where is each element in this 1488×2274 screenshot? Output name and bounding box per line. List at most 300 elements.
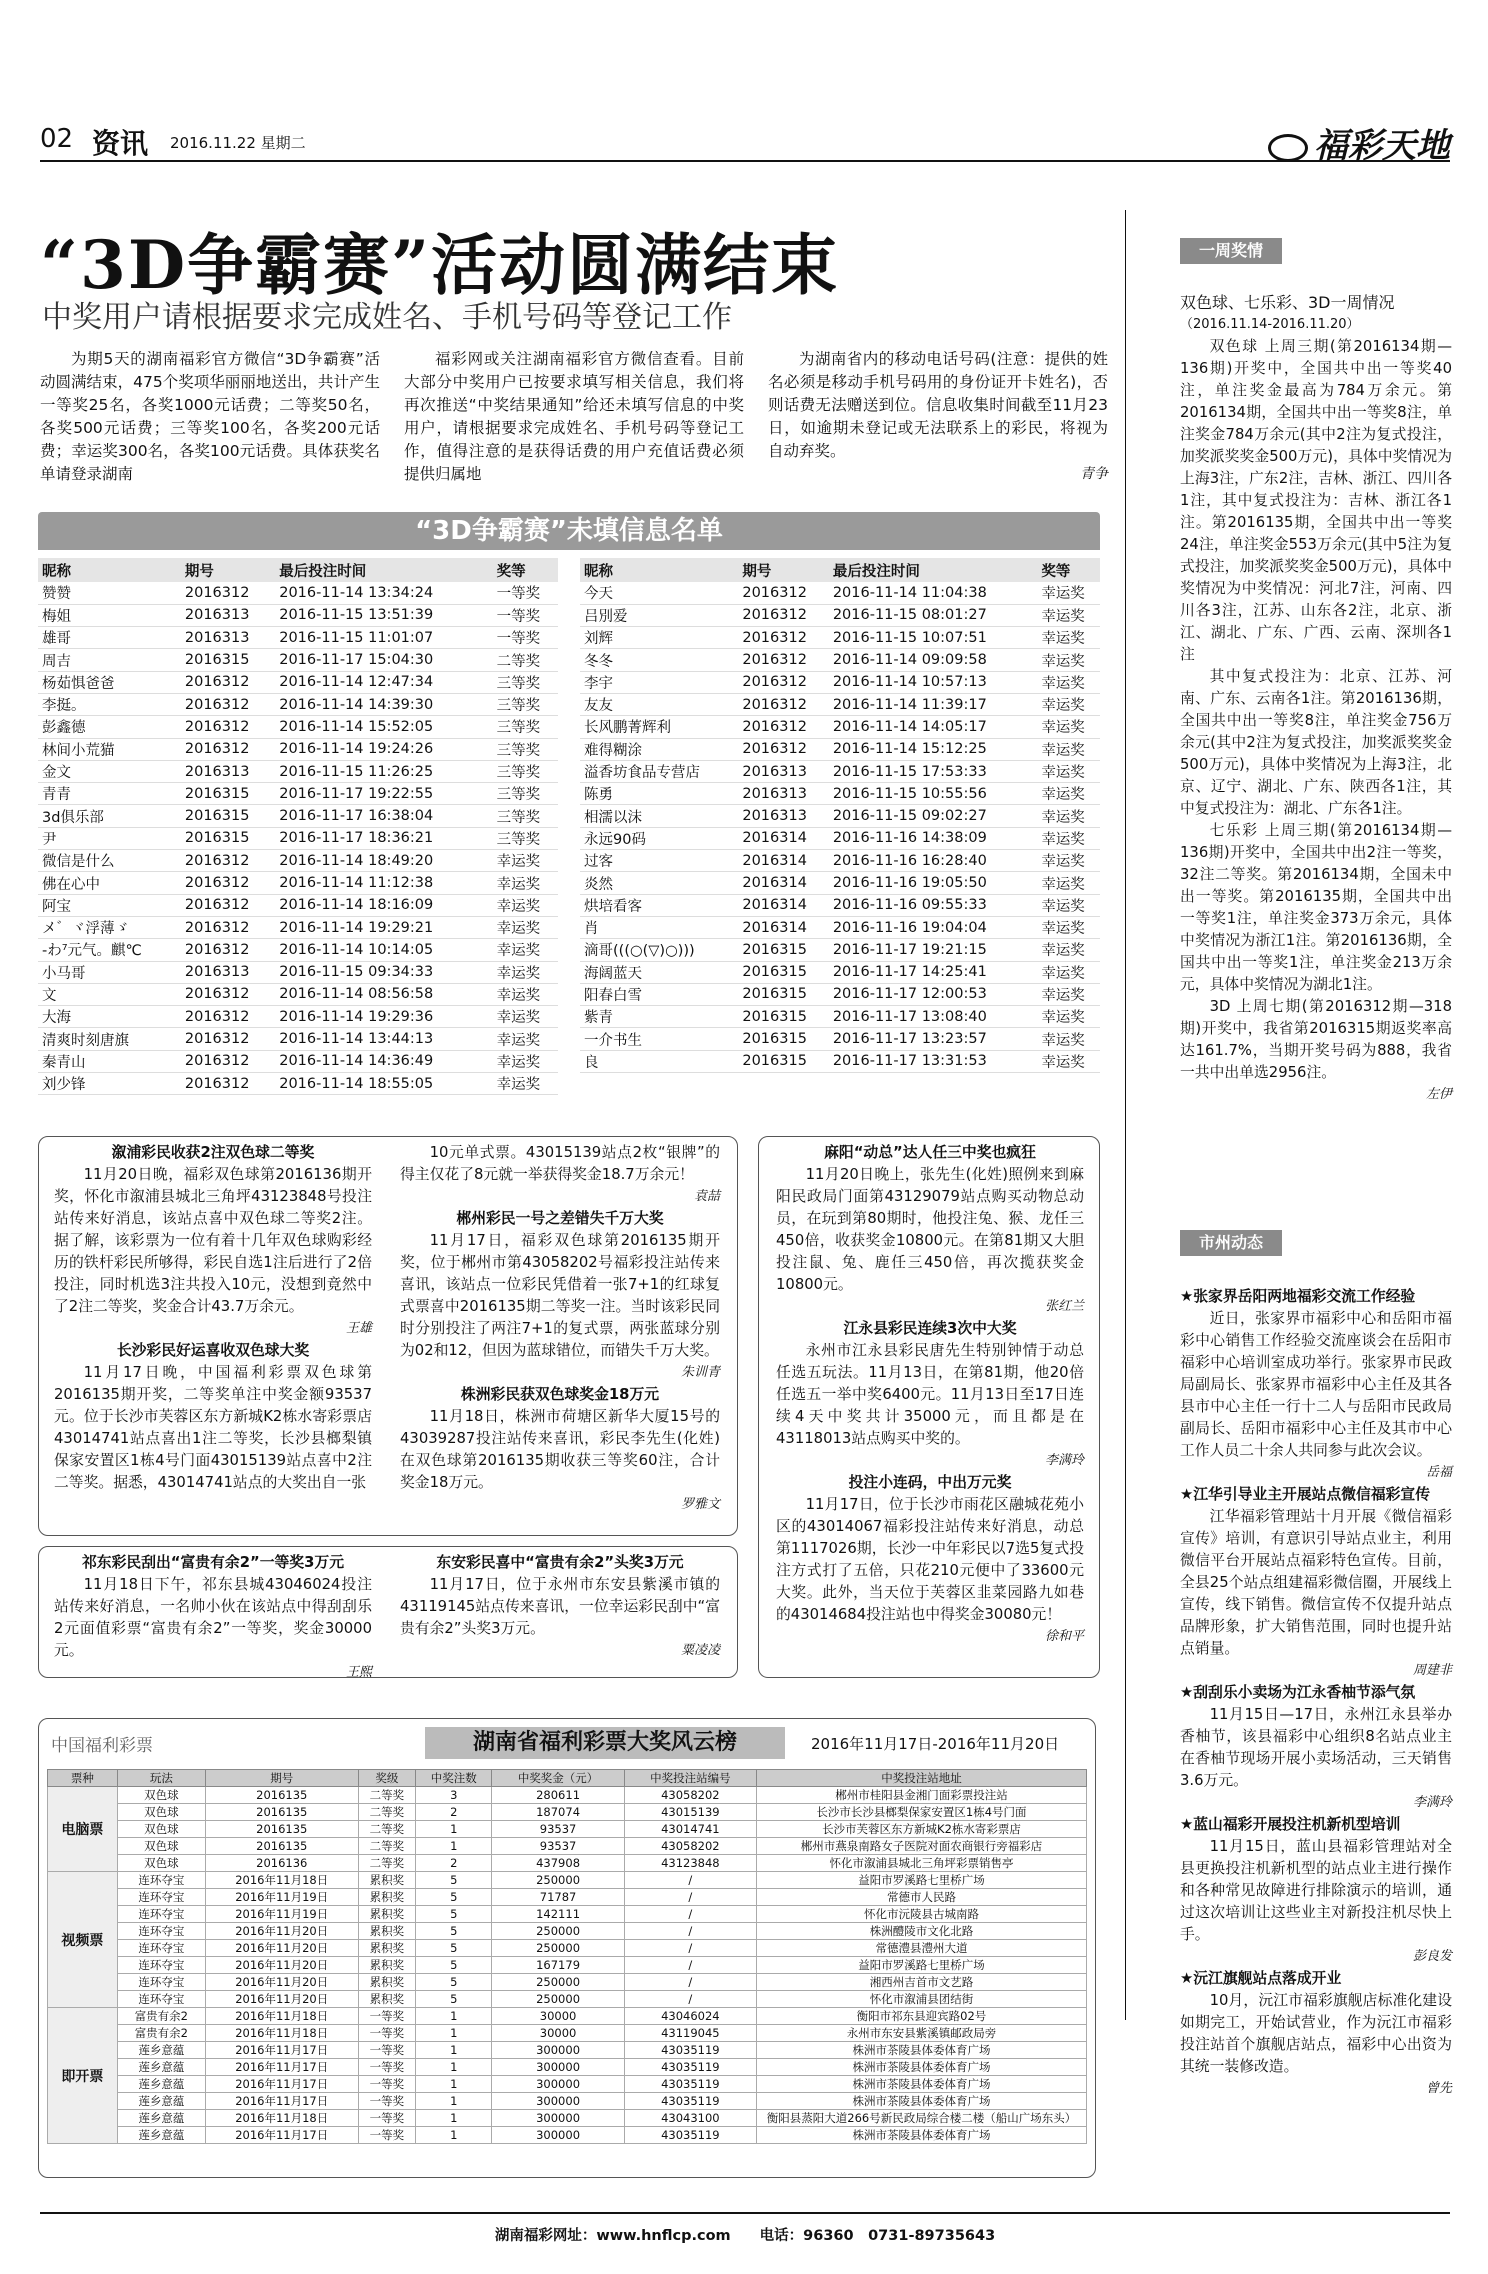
table-row: [38, 1028, 558, 1050]
board-cell: 43123848: [624, 1855, 756, 1872]
table-cell: 三等奖: [493, 805, 558, 827]
board-cell: 2016年11月19日: [205, 1906, 358, 1923]
article-headline: 长沙彩民好运喜收双色球大奖: [116, 1342, 310, 1359]
board-cell: 2016年11月17日: [205, 2076, 358, 2093]
logo-mark-icon: [1268, 134, 1308, 162]
table-cell: 2016315: [181, 805, 275, 827]
board-header-cell: 票种: [48, 1770, 118, 1787]
table-cell: 2016-11-14 08:56:58: [275, 983, 492, 1005]
board-cell: 连环夺宝: [117, 1991, 205, 2008]
board-cell: 益阳市罗溪路七里桥广场: [757, 1872, 1087, 1889]
table-cell: 幸运奖: [1037, 850, 1100, 872]
board-cell: 一等奖: [358, 2042, 416, 2059]
table-cell: 冬冬: [580, 649, 738, 671]
table-cell: 2016-11-17 12:00:53: [829, 983, 1037, 1005]
board-cell: 2016年11月20日: [205, 1991, 358, 2008]
table-cell: 2016312: [738, 627, 828, 649]
table-row: [38, 961, 558, 983]
board-cell: 长沙市芙蓉区东方新城K2栋水寄彩票店: [757, 1821, 1087, 1838]
table-cell: 2016312: [181, 850, 275, 872]
board-cell: 43043100: [624, 2110, 756, 2127]
board-cell: 郴州市燕泉南路女子医院对面农商银行旁福彩店: [757, 1838, 1087, 1855]
news-left-col2: [400, 1142, 720, 1516]
board-row: [48, 1906, 1087, 1923]
table-cell: 2016312: [181, 738, 275, 760]
table-cell: 2016312: [181, 1006, 275, 1028]
unfilled-list-title: “3D争霸赛”未填信息名单: [38, 512, 1100, 550]
table-cell: 周吉: [38, 649, 181, 671]
headline: “3D争霸赛”活动圆满结束: [40, 226, 840, 304]
board-cell: 双色球: [117, 1821, 205, 1838]
table-cell: 海阔蓝天: [580, 961, 738, 983]
table-cell: 幸运奖: [493, 916, 558, 938]
table-cell: 幸运奖: [493, 961, 558, 983]
board-cell: 5: [416, 1906, 492, 1923]
article-body: 11月20日晚，福彩双色球第2016136期开奖，怀化市溆浦县城北三角坪43123848号投注站传来好消息，该站点喜中双色球二等奖2注。据了解，该彩票为一位有着十几年双色球购彩经历的铁杆彩民所够得，彩民自选1注后进行了2倍投注，同时机选3注共投入10元，没想到竟然中了2注二等奖，奖金合计43.7万余元。: [54, 1166, 372, 1315]
board-row: [48, 1838, 1087, 1855]
board-cell: 437908: [492, 1855, 624, 1872]
table-row: [38, 827, 558, 849]
table-cell: 幸运奖: [1037, 983, 1100, 1005]
board-cell: 累积奖: [358, 1940, 416, 1957]
board-cell: 300000: [492, 2042, 624, 2059]
table-cell: 2016313: [738, 805, 828, 827]
city-author: 曾先: [1425, 2081, 1452, 2096]
table-cell: 滴哥(((○(▽)○))): [580, 939, 738, 961]
table-cell: 2016-11-16 19:05:50: [829, 872, 1037, 894]
board-header-cell: 期号: [205, 1770, 358, 1787]
table-cell: 2016315: [738, 1050, 828, 1072]
article-body: 10元单式票。43015139站点2枚“银牌”的得主仅花了8元就一举获得奖金18.7万余元！: [400, 1144, 720, 1183]
table-row: [580, 716, 1100, 738]
table-cell: 幸运奖: [493, 1050, 558, 1072]
table-cell: 2016312: [738, 649, 828, 671]
board-row: [48, 2127, 1087, 2144]
board-table: [47, 1769, 1087, 2144]
table-row: [580, 760, 1100, 782]
board-cell: 双色球: [117, 1804, 205, 1821]
board-row: [48, 2093, 1087, 2110]
table-cell: 2016-11-14 15:52:05: [275, 716, 492, 738]
table-cell: 2016-11-14 15:12:25: [829, 738, 1037, 760]
table-cell: 2016312: [738, 716, 828, 738]
board-cell: 5: [416, 1923, 492, 1940]
article-body: 11月17日，福彩双色球第2016135期开奖，位于郴州市第43058202号福彩投注站传来喜讯，该站点一位彩民凭借着一张7+1的红球复式票喜中2016135期二等奖一注。当时该彩民同时分别投注了两注7+1的复式票，两张蓝球分别为02和12，但因为蓝球错位，而错失千万大奖。: [400, 1232, 720, 1359]
table-cell: 幸运奖: [1037, 1028, 1100, 1050]
column-divider: [1125, 210, 1126, 2020]
table-cell: 三等奖: [493, 716, 558, 738]
unfilled-list: [38, 512, 1100, 1102]
table-cell: 2016-11-17 15:04:30: [275, 649, 492, 671]
table-cell: 2016-11-14 13:44:13: [275, 1028, 492, 1050]
table-row: [580, 738, 1100, 760]
board-cell: 累积奖: [358, 1889, 416, 1906]
table-cell: 2016312: [181, 1073, 275, 1095]
table-cell: 幸运奖: [493, 983, 558, 1005]
board-row: [48, 1889, 1087, 1906]
board-cell: /: [624, 1872, 756, 1889]
table-cell: 雄哥: [38, 627, 181, 649]
table-cell: 2016-11-14 19:29:21: [275, 916, 492, 938]
board-cell: 怀化市溆浦县城北三角坪彩票销售亭: [757, 1855, 1087, 1872]
board-cell: 莲乡意蕴: [117, 2110, 205, 2127]
board-cell: 1: [416, 2059, 492, 2076]
table-cell: 幸运奖: [493, 1073, 558, 1095]
board-cell: 3: [416, 1787, 492, 1804]
board-cell: 300000: [492, 2076, 624, 2093]
table-cell: 三等奖: [493, 827, 558, 849]
city-headline: ★张家界岳阳两地福彩交流工作经验: [1180, 1288, 1416, 1305]
table-cell: 金文: [38, 760, 181, 782]
table-cell: 2016-11-14 11:04:38: [829, 582, 1037, 604]
board-cell: 2016年11月18日: [205, 2025, 358, 2042]
board-cell: 2016年11月20日: [205, 1923, 358, 1940]
board-category: 电脑票: [48, 1787, 118, 1872]
table-cell: 2016-11-15 17:53:33: [829, 760, 1037, 782]
table-cell: 幸运奖: [1037, 827, 1100, 849]
table-row: [580, 604, 1100, 626]
table-cell: 2016-11-15 09:02:27: [829, 805, 1037, 827]
table-cell: 2016-11-14 10:57:13: [829, 671, 1037, 693]
table-cell: 清爽时刻唐旗: [38, 1028, 181, 1050]
board-cell: 长沙市长沙县榔梨保家安置区1栋4号门面: [757, 1804, 1087, 1821]
table-cell: 2016-11-16 09:55:33: [829, 894, 1037, 916]
city-headline: ★江华引导业主开展站点微信福彩宣传: [1180, 1486, 1431, 1503]
table-header: 最后投注时间: [275, 558, 492, 582]
article-author: 袁喆: [693, 1189, 720, 1204]
city-author: 彭良发: [1412, 1949, 1452, 1964]
table-row: [580, 827, 1100, 849]
table-cell: 秦青山: [38, 1050, 181, 1072]
table-cell: 2016-11-14 10:14:05: [275, 939, 492, 961]
board-header-cell: 中奖奖金（元）: [492, 1770, 624, 1787]
table-cell: 3d俱乐部: [38, 805, 181, 827]
table-cell: 一等奖: [493, 604, 558, 626]
board-cell: 双色球: [117, 1787, 205, 1804]
board-row: [48, 1940, 1087, 1957]
board-cell: 二等奖: [358, 1855, 416, 1872]
weekly-range: （2016.11.14-2016.11.20）: [1180, 317, 1360, 332]
board-cell: 280611: [492, 1787, 624, 1804]
table-cell: 幸运奖: [1037, 1006, 1100, 1028]
table-row: [38, 649, 558, 671]
board-cell: 一等奖: [358, 2127, 416, 2144]
board-cell: 连环夺宝: [117, 1889, 205, 1906]
weekly-head: 双色球、七乐彩、3D一周情况: [1180, 293, 1395, 312]
board-cell: 衡阳县蒸阳大道266号新民政局综合楼二楼（船山广场东头）: [757, 2110, 1087, 2127]
table-cell: 2016-11-17 19:22:55: [275, 783, 492, 805]
table-cell: 2016-11-15 10:55:56: [829, 783, 1037, 805]
board-cell: 株洲醴陵市文化北路: [757, 1923, 1087, 1940]
board-cell: 2016135: [205, 1804, 358, 1821]
board-cell: 43014741: [624, 1821, 756, 1838]
board-cell: 250000: [492, 1974, 624, 1991]
city-author: 李满玲: [1412, 1795, 1452, 1810]
board-cell: 累积奖: [358, 1923, 416, 1940]
article-headline: 东安彩民喜中“富贵有余2”头奖3万元: [436, 1554, 684, 1571]
table-cell: 2016313: [181, 627, 275, 649]
table-row: [38, 939, 558, 961]
page-number: 02: [40, 124, 74, 154]
board-category: 即开票: [48, 2008, 118, 2144]
board-cell: 累积奖: [358, 1872, 416, 1889]
table-cell: メ゛ヾ浮薄ゞ: [38, 916, 181, 938]
table-row: [580, 983, 1100, 1005]
table-cell: 幸运奖: [1037, 627, 1100, 649]
table-cell: 2016-11-15 13:51:39: [275, 604, 492, 626]
table-cell: 幸运奖: [1037, 671, 1100, 693]
city-section-title: 市州动态: [1180, 1230, 1282, 1256]
table-cell: 幸运奖: [1037, 693, 1100, 715]
table-cell: 长风鹏菁辉利: [580, 716, 738, 738]
city-body: 近日，张家界市福彩中心和岳阳市福彩中心销售工作经验交流座谈会在岳阳市福彩中心培训室成功举行。张家界市民政局副局长、张家界市福彩中心主任及其各县市中心主任一行十二人与岳阳市民政局副局长、岳阳市福彩中心主任及其市中心工作人员二十余人共同参与此次会议。: [1180, 1310, 1452, 1459]
table-cell: 幸运奖: [493, 939, 558, 961]
weekly-paragraph: 双色球 上周三期(第2016134期—136期)开奖中，全国共中出一等奖40注，单注奖金最高为784万余元。第2016134期，全国共中出一等奖8注，单注奖金784万余元(其中2注为复式投注，加奖派奖奖金500万元)，具体中奖情况为上海3注，广东2注，吉林、浙江、四川各1注，其中复式投注为：吉林、浙江各1注。第2016135期，全国共中出一等奖24注，单注奖金553万余元(其中5注为复式投注，加奖派奖奖金500万元)，具体中奖情况为中奖情况：河北7注，河南、四川各3注，江苏、山东各2注，北京、浙江、湖北、广东、广西、云南、深圳各1注: [1180, 338, 1452, 663]
table-cell: 杨茹惧爸爸: [38, 671, 181, 693]
table-cell: 2016314: [738, 916, 828, 938]
table-row: [38, 582, 558, 604]
table-cell: 紫青: [580, 1006, 738, 1028]
board-row: [48, 1787, 1087, 1804]
table-cell: 三等奖: [493, 693, 558, 715]
winners-board: [38, 1718, 1096, 2178]
board-cell: 怀化市溆浦县团结街: [757, 1991, 1087, 2008]
board-header-cell: 奖级: [358, 1770, 416, 1787]
board-cell: 株洲市茶陵县体委体育广场: [757, 2042, 1087, 2059]
table-row: [38, 1006, 558, 1028]
table-cell: 2016312: [181, 1050, 275, 1072]
table-cell: 2016313: [181, 604, 275, 626]
board-cell: 250000: [492, 1940, 624, 1957]
table-row: [38, 760, 558, 782]
article-body: 11月17日晚，中国福利彩票双色球第2016135期开奖，二等奖单注中奖金额93537元。位于长沙市芙蓉区东方新城K2栋水寄彩票店43014741站点喜出1注二等奖，长沙县榔梨镇保家安置区1栋4号门面43015139站点喜中2注二等奖。据悉，43014741站点的大奖出自一张: [54, 1364, 372, 1491]
table-row: [38, 850, 558, 872]
board-row: [48, 1974, 1087, 1991]
weekly-paragraph: 七乐彩 上周三期(第2016134期—136期)开奖中，全国共中出2注一等奖，32注二等奖。第2016134期，全国未中出一等奖。第2016135期，全国共中出一等奖1注，单注奖金373万余元，具体中奖情况为浙江1注。第2016136期，全国共中出一等奖1注，单注奖金213万余元，具体中奖情况为湖北1注。: [1180, 822, 1452, 993]
board-cell: 2016年11月17日: [205, 2127, 358, 2144]
board-row: [48, 1991, 1087, 2008]
board-row: [48, 2076, 1087, 2093]
board-cell: 1: [416, 2093, 492, 2110]
board-cell: 连环夺宝: [117, 1957, 205, 1974]
table-cell: 幸运奖: [1037, 760, 1100, 782]
article-body: 永州市江永县彩民唐先生特别钟情于动总任选五玩法。11月13日，在第81期，他20倍任选五一举中奖6400元。11月13日至17日连续4天中奖共计35000元，而且都是在43118013站点购买中奖的。: [776, 1342, 1084, 1447]
board-cell: 莲乡意蕴: [117, 2093, 205, 2110]
board-cell: 连环夺宝: [117, 1906, 205, 1923]
board-cell: 常德澧县澧州大道: [757, 1940, 1087, 1957]
table-cell: 2016315: [181, 827, 275, 849]
board-row: [48, 2110, 1087, 2127]
table-row: [580, 1006, 1100, 1028]
article-headline: 祁东彩民刮出“富贵有余2”一等奖3万元: [82, 1554, 344, 1571]
table-row: [38, 604, 558, 626]
table-cell: 阳春白雪: [580, 983, 738, 1005]
unfilled-list-right: [580, 558, 1100, 1073]
article-author: 朱训青: [680, 1365, 720, 1380]
table-cell: 2016315: [738, 1006, 828, 1028]
table-cell: 微信是什么: [38, 850, 181, 872]
table-row: [580, 805, 1100, 827]
table-cell: 刘少锋: [38, 1073, 181, 1095]
table-cell: 2016-11-14 19:24:26: [275, 738, 492, 760]
table-cell: 良: [580, 1050, 738, 1072]
table-row: [580, 1028, 1100, 1050]
issue-date: 2016.11.22 星期二: [170, 134, 306, 152]
table-cell: 2016-11-14 11:39:17: [829, 693, 1037, 715]
board-cell: 250000: [492, 1991, 624, 2008]
board-cell: 二等奖: [358, 1804, 416, 1821]
table-cell: 幸运奖: [493, 872, 558, 894]
table-cell: 2016312: [181, 671, 275, 693]
board-cell: 连环夺宝: [117, 1974, 205, 1991]
table-cell: 2016315: [181, 649, 275, 671]
article-body: 11月18日下午，祁东县城43046024投注站传来好消息，一名帅小伙在该站点中得刮刮乐2元面值彩票“富贵有余2”一等奖，奖金30000元。: [54, 1576, 372, 1659]
table-cell: 2016-11-17 13:08:40: [829, 1006, 1037, 1028]
table-cell: 今天: [580, 582, 738, 604]
table-row: [38, 872, 558, 894]
table-cell: 2016314: [738, 872, 828, 894]
board-date-range: 2016年11月17日-2016年11月20日: [811, 1735, 1060, 1753]
board-cell: /: [624, 1923, 756, 1940]
table-cell: 2016-11-17 13:31:53: [829, 1050, 1037, 1072]
table-cell: 幸运奖: [1037, 716, 1100, 738]
table-cell: 2016-11-14 09:09:58: [829, 649, 1037, 671]
table-cell: 友友: [580, 693, 738, 715]
board-cell: 双色球: [117, 1855, 205, 1872]
board-row: [48, 2025, 1087, 2042]
table-cell: 尹: [38, 827, 181, 849]
board-cell: 株洲市茶陵县体委体育广场: [757, 2059, 1087, 2076]
table-cell: 三等奖: [493, 671, 558, 693]
board-header-cell: 中奖注数: [416, 1770, 492, 1787]
table-cell: 2016-11-14 12:47:34: [275, 671, 492, 693]
board-cell: 2016135: [205, 1821, 358, 1838]
board-cell: 二等奖: [358, 1838, 416, 1855]
table-cell: 幸运奖: [493, 1006, 558, 1028]
board-cell: 93537: [492, 1821, 624, 1838]
board-cell: 累积奖: [358, 1906, 416, 1923]
table-cell: 2016312: [181, 693, 275, 715]
table-cell: 2016-11-14 13:34:24: [275, 582, 492, 604]
table-cell: 2016-11-16 19:04:04: [829, 916, 1037, 938]
board-cell: 株洲市茶陵县体委体育广场: [757, 2076, 1087, 2093]
city-body: 江华福彩管理站十月开展《微信福彩宣传》培训，有意识引导站点业主，利用微信平台开展站点福彩特色宣传。目前，全县25个站点组建福彩微信圈，开展线上宣传，线下销售。微信宣传不仅提升站点品牌形象，扩大销售范围，同时也提升站点销量。: [1180, 1508, 1452, 1657]
table-header: 期号: [738, 558, 828, 582]
table-header: 期号: [181, 558, 275, 582]
board-cell: 1: [416, 1838, 492, 1855]
board-row: [48, 1957, 1087, 1974]
masthead-logo: [1268, 118, 1450, 167]
board-cell: 187074: [492, 1804, 624, 1821]
article-body: 11月17日，位于长沙市雨花区融城花苑小区的43014067福彩投注站传来好消息，动总第1117026期，长沙一中年彩民以7选5复式投注方式打了五倍，只花210元便中了33600元大奖。此外，当天位于芙蓉区韭菜园路九如巷的43014684投注站也中得奖金30080元！: [776, 1496, 1084, 1623]
board-row: [48, 2042, 1087, 2059]
table-cell: 幸运奖: [1037, 604, 1100, 626]
table-cell: 2016-11-16 16:28:40: [829, 850, 1037, 872]
intro-text-1: 为期5天的湖南福彩官方微信“3D争霸赛”活动圆满结束，475个奖项华丽丽地送出，共计产生一等奖25名，各奖1000元话费；二等奖50名，各奖500元话费；三等奖100名，各奖200元话费；幸运奖300名，各奖100元话费。具体获奖名单请登录湖南: [40, 350, 380, 483]
article-headline: 郴州彩民一号之差错失千万大奖: [456, 1210, 664, 1227]
board-cell: 1: [416, 2110, 492, 2127]
table-cell: 炎然: [580, 872, 738, 894]
board-cell: 43046024: [624, 2008, 756, 2025]
table-cell: 2016312: [181, 1028, 275, 1050]
table-row: [580, 850, 1100, 872]
intro-column-2: [404, 348, 744, 486]
table-row: [38, 783, 558, 805]
table-row: [580, 872, 1100, 894]
table-row: [38, 805, 558, 827]
board-cell: 167179: [492, 1957, 624, 1974]
board-cell: 5: [416, 1974, 492, 1991]
article-author: 王雄: [345, 1321, 372, 1336]
board-cell: 2016年11月18日: [205, 2110, 358, 2127]
table-cell: 2016314: [738, 827, 828, 849]
table-row: [38, 738, 558, 760]
table-row: [38, 716, 558, 738]
board-cell: 2016年11月20日: [205, 1957, 358, 1974]
board-cell: 2016年11月20日: [205, 1974, 358, 1991]
table-cell: 2016-11-17 18:36:21: [275, 827, 492, 849]
weekly-column: [1180, 292, 1452, 1106]
table-header: 昵称: [580, 558, 738, 582]
news-left-col4: [400, 1552, 720, 1662]
board-row: [48, 2008, 1087, 2025]
board-cell: 43035119: [624, 2059, 756, 2076]
table-cell: 2016312: [738, 693, 828, 715]
city-headline: ★沅江旗舰站点落成开业: [1180, 1970, 1342, 1987]
weekly-paragraph: 3D 上周七期(第2016312期—318期)开奖中，我省第2016315期返奖率高达161.7%，当期开奖号码为888，我省一共中出单选2956注。: [1180, 998, 1452, 1081]
article-author: 王熙: [345, 1665, 372, 1680]
table-cell: 2016312: [738, 738, 828, 760]
board-cell: 1: [416, 2127, 492, 2144]
board-cell: 43015139: [624, 1804, 756, 1821]
board-cell: /: [624, 1940, 756, 1957]
subheadline: 中奖用户请根据要求完成姓名、手机号码等登记工作: [42, 300, 732, 335]
table-cell: 三等奖: [493, 760, 558, 782]
board-cell: 2016年11月18日: [205, 2008, 358, 2025]
board-cell: 一等奖: [358, 2025, 416, 2042]
table-row: [38, 693, 558, 715]
board-cell: 莲乡意蕴: [117, 2059, 205, 2076]
intro-author: 青争: [1080, 466, 1108, 482]
table-row: [38, 671, 558, 693]
table-cell: 幸运奖: [1037, 582, 1100, 604]
table-cell: 2016315: [738, 983, 828, 1005]
table-cell: 幸运奖: [493, 1028, 558, 1050]
table-cell: 2016-11-15 10:07:51: [829, 627, 1037, 649]
board-cell: 2016135: [205, 1787, 358, 1804]
table-cell: 2016-11-14 14:36:49: [275, 1050, 492, 1072]
article-author: 徐和平: [1044, 1629, 1084, 1644]
table-row: [38, 894, 558, 916]
article-headline: 溆浦彩民收获2注双色球二等奖: [111, 1144, 315, 1161]
table-cell: 李宇: [580, 671, 738, 693]
table-cell: 2016-11-15 09:34:33: [275, 961, 492, 983]
board-row: [48, 2059, 1087, 2076]
table-cell: 2016315: [738, 939, 828, 961]
table-cell: 赞赞: [38, 582, 181, 604]
table-cell: 幸运奖: [493, 850, 558, 872]
board-cell: 连环夺宝: [117, 1872, 205, 1889]
board-cell: 43035119: [624, 2042, 756, 2059]
table-cell: 三等奖: [493, 738, 558, 760]
board-row: [48, 1855, 1087, 1872]
table-row: [580, 916, 1100, 938]
article-author: 罗雅文: [680, 1497, 720, 1512]
board-cell: 2016年11月17日: [205, 2093, 358, 2110]
table-cell: 2016-11-14 14:39:30: [275, 693, 492, 715]
board-cell: /: [624, 1974, 756, 1991]
article-headline: 江永县彩民连续3次中大奖: [843, 1320, 1017, 1337]
